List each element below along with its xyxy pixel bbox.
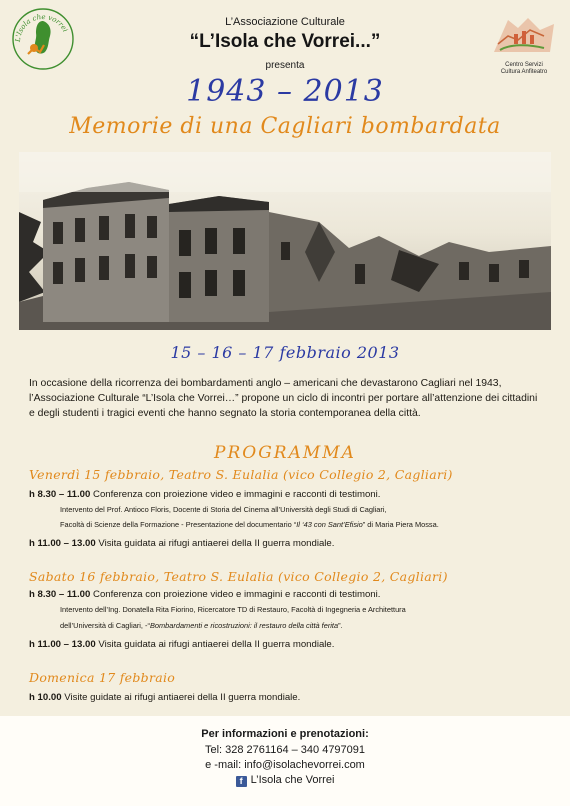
day2-sub2-b: ”.: [338, 621, 343, 630]
centro-servizi-label-2: Cultura Anfiteatro: [500, 69, 548, 75]
event-subtitle: Memorie di una Cagliari bombardata: [69, 114, 501, 139]
day2-row2-time: h 11.00 – 13.00: [29, 639, 96, 650]
facebook-page-name: L’Isola che Vorrei: [250, 774, 335, 786]
day2-row1: [29, 589, 380, 600]
day1-row2-time: h 11.00 – 13.00: [29, 538, 96, 549]
centro-servizi-label-1: Centro Servizi: [505, 62, 543, 68]
day1-documentary-title: Il ‘43 con Sant’Efisio: [296, 520, 363, 529]
day1-row2-text: Visita guidata ai rifugi antiaerei della II guerra mondiale.: [95, 538, 335, 549]
day2-row1-time: h 8.30 – 11.00: [29, 589, 91, 600]
day1-sub2-a: Facoltà di Scienze della Formazione - Presentazione del documentario “: [60, 520, 297, 529]
programma-title: PROGRAMMA: [214, 443, 356, 463]
day1-row2: [29, 538, 334, 549]
contact-footer: [0, 716, 570, 806]
day1-row1: [29, 489, 380, 500]
day2-row1-sub1: Intervento dell’Ing. Donatella Rita Fiorino, Ricercatore TD di Restauro, Facoltà di Ingegneria e Architettura: [60, 605, 406, 614]
day2-heading: Sabato 16 febbraio, Teatro S. Eulalia (vico Collegio 2, Cagliari): [29, 569, 448, 584]
day2-row2: [29, 639, 334, 650]
day2-row1-text: Conferenza con proiezione video e immagini e racconti di testimoni.: [90, 589, 381, 600]
presenta-label: presenta: [265, 60, 305, 71]
day2-sub2-a: dell’Università di Cagliari, -“: [60, 621, 150, 630]
day1-row1-time: h 8.30 – 11.00: [29, 489, 91, 500]
day2-talk-title: Bombardamenti e ricostruzioni: il restauro della città ferita: [149, 621, 339, 630]
contact-phone: Tel: 328 2761164 – 340 4797091: [204, 744, 366, 756]
association-name: “L’Isola che Vorrei...”: [189, 31, 381, 52]
day3-row1: [29, 692, 300, 703]
day3-row1-time: h 10.00: [29, 692, 62, 703]
bombed-buildings-photo: [19, 152, 551, 330]
event-dates: 15 – 16 – 17 febbraio 2013: [170, 343, 400, 362]
day1-row1-sub1: Intervento del Prof. Antioco Floris, Docente di Storia del Cinema all’Università degli Studi di Cagliari,: [60, 505, 387, 514]
contact-email: e -mail: info@isolachevorrei.com: [205, 759, 365, 771]
day1-row1-text: Conferenza con proiezione video e immagini e racconti di testimoni.: [90, 489, 381, 500]
contact-facebook: [0, 774, 570, 787]
day2-row1-sub2: [60, 621, 343, 630]
intro-paragraph: In occasione della ricorrenza dei bombardamenti anglo – americani che devastarono Cagliari nel 1943, l’Associazione Culturale “L’Isola che Vorrei…” propone un ciclo di incontri per portare all’attenzione dei cittadini e degli studenti i tragici eventi che hanno segnato la storia contemporanea della città.: [29, 378, 538, 419]
years-title: 1943 – 2013: [186, 74, 384, 109]
poster-header: [0, 0, 570, 150]
day1-row1-sub2: [60, 520, 439, 529]
day3-row1-text: Visite guidate ai rifugi antiaerei della II guerra mondiale.: [61, 692, 301, 703]
day3-heading: Domenica 17 febbraio: [29, 670, 176, 685]
day1-sub2-b: ” di Maria Piera Mossa.: [362, 520, 439, 529]
facebook-icon: f: [236, 776, 247, 787]
svg-text:L'Isola che vorrei: L'Isola che vorrei: [13, 12, 70, 43]
association-intro: L’Associazione Culturale: [225, 16, 345, 28]
day1-heading: Venerdì 15 febbraio, Teatro S. Eulalia (vico Collegio 2, Cagliari): [29, 467, 453, 482]
day2-row2-text: Visita guidata ai rifugi antiaerei della II guerra mondiale.: [95, 639, 335, 650]
contact-title: Per informazioni e prenotazioni:: [201, 728, 369, 740]
